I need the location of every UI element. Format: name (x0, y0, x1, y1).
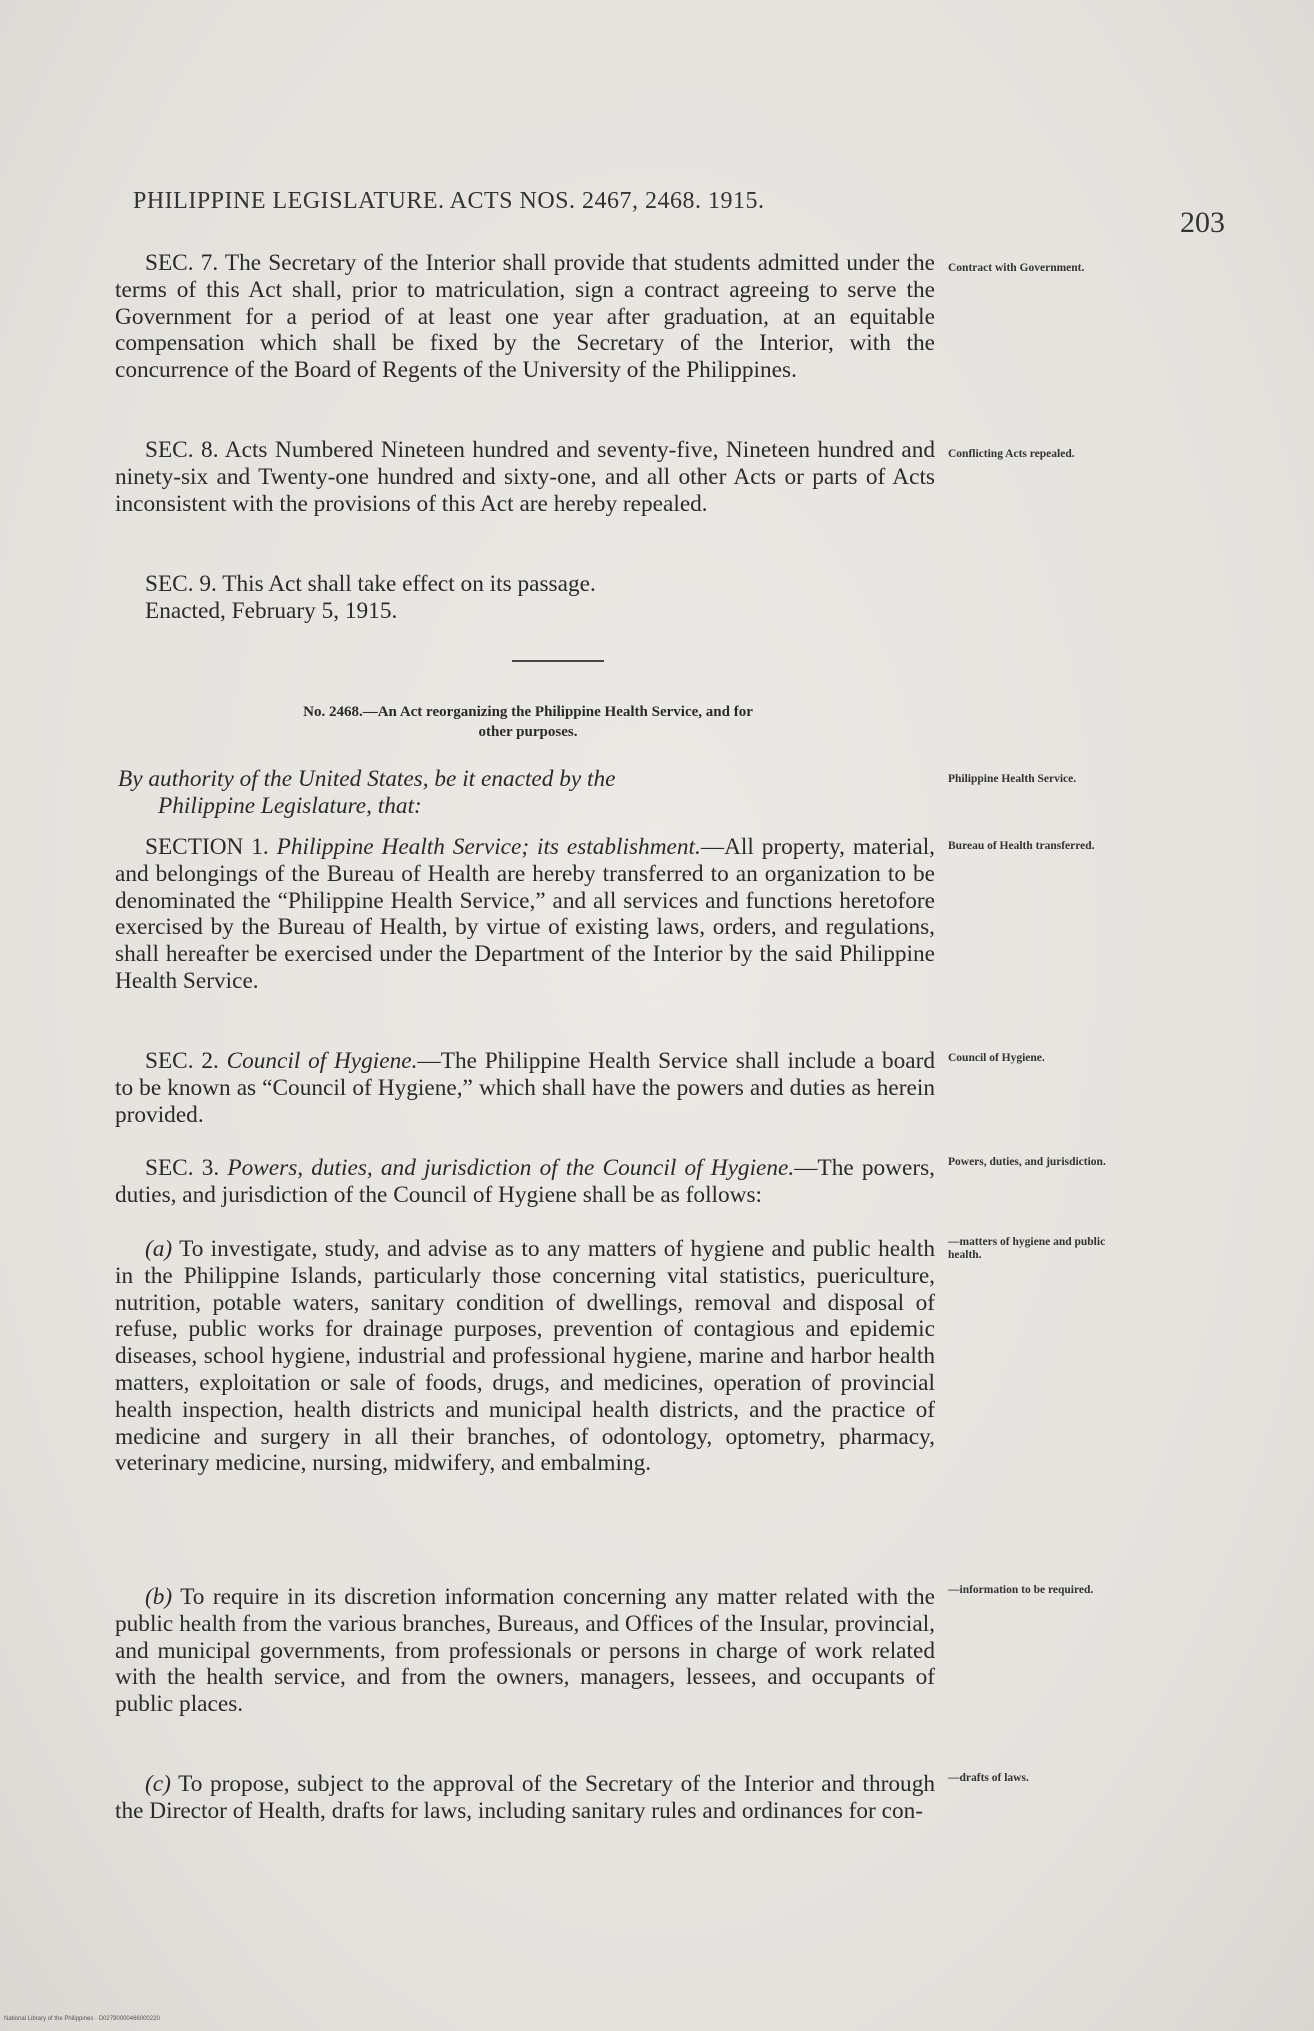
margin-note-council: Council of Hygiene. (948, 1052, 1045, 1064)
section-text: This Act shall take effect on its passage. (222, 571, 596, 597)
clause-a (115, 1236, 935, 1477)
clause-text: To investigate, study, and advise as to any matters of hygiene and public health in the Philippine Islands, particularly those concerning vital statistics, puericulture, nutrition, potable waters, sanitary condition of dwellings, removal and disposal of refuse, public works for drainage purposes, prevention of contagious and epidemic diseases, school hygiene, industrial and professional hygiene, marine and harbor health matters, exploitation or sale of foods, drugs, and medicines, operation of provincial health inspection, health districts and municipal health districts, and the practice of medicine and surgery in all their branches, of odontology, optometry, pharmacy, veterinary medicine, nursing, midwifery, and embalming. (115, 1236, 936, 1477)
enacted-line: Enacted, February 5, 1915. (145, 598, 398, 624)
clause-b (115, 1584, 935, 1718)
section-heading: SEC. 3. (145, 1155, 220, 1181)
section-text: The Secretary of the Interior shall provide that students admitted under the terms of this Act shall, prior to matriculation, sign a contract agreeing to serve the Government for a period of at least one year after graduation, at an equitable compensation which shall be fixed by the Secretary of the Interior, with the concurrence of the Board of Regents of the University of the Philippines. (115, 250, 935, 384)
section-8 (115, 437, 935, 517)
section-title: Council of Hygiene. (226, 1048, 418, 1074)
clause-text: To require in its discretion information concerning any matter related with the public health from the various branches, Bureaus, and Offices of the Insular, provincial, and municipal governments, from professionals or persons in charge of work related with the health service, and from the owners, managers, lessees, and occupants of public places. (115, 1584, 935, 1718)
margin-note-powers: Powers, duties, and jurisdiction. (948, 1156, 1106, 1168)
enacting-clause: By authority of the United States, be it enacted by the Philippine Legislature, that: (118, 766, 616, 819)
section-heading: SEC. 9. (145, 571, 217, 597)
running-head: PHILIPPINE LEGISLATURE. ACTS NOS. 2467, 2468. 1915. (133, 188, 765, 214)
page-number: 203 (1180, 206, 1225, 239)
margin-note-contract: Contract with Government. (948, 262, 1085, 274)
section-heading: SECTION 1. (145, 834, 269, 860)
section-3 (115, 1155, 935, 1209)
section-2 (115, 1048, 935, 1128)
section-text: —The Philippine Health Service shall include a board to be known as “Council of Hygiene,” which shall have the powers and duties as herein provided. (115, 1048, 935, 1128)
section-9 (115, 571, 935, 598)
section-heading: SEC. 2. (145, 1048, 219, 1074)
section-1 (115, 834, 935, 995)
clause-label: (b) (145, 1584, 173, 1610)
clause-text: To propose, subject to the approval of the Secretary of the Interior and through the Director of Health, drafts for laws, including sanitary rules and ordinances for con- (115, 1771, 935, 1824)
clause-label: (a) (145, 1236, 173, 1262)
clause-c (115, 1771, 935, 1825)
margin-note-drafts: —drafts of laws. (948, 1772, 1029, 1784)
section-title: Philippine Health Service; its establishment. (276, 834, 701, 860)
margin-note-conflicting-acts: Conflicting Acts repealed. (948, 448, 1075, 460)
section-7 (115, 250, 935, 384)
margin-note-information: —information to be required. (948, 1584, 1094, 1596)
section-text: Acts Numbered Nineteen hundred and seventy-five, Nineteen hundred and ninety-six and Twenty-one hundred and sixty-one, and all other Acts or parts of Acts inconsistent with the provisions of this Act are hereby repealed. (115, 437, 935, 517)
clause-label: (c) (145, 1771, 171, 1797)
section-heading: SEC. 7. (145, 250, 219, 276)
margin-note-bureau-transferred: Bureau of Health transferred. (948, 840, 1095, 852)
margin-note-hygiene-matters: —matters of hygiene and public health. (948, 1236, 1106, 1261)
section-text: —The powers, duties, and jurisdiction of the Council of Hygiene shall be as follows: (115, 1155, 935, 1208)
section-text: —All property, material, and belongings of the Bureau of Health are hereby transferred to an organization to be denominated the “Philippine Health Service,” and all services and functions heretofore exercised by the Bureau of Health, by virtue of existing laws, orders, and regulations, shall hereafter be exercised under the Department of the Interior by the said Philippine Health Service. (115, 834, 935, 994)
scan-footer: National Library of the Philippines · D02790000466000220 (4, 2016, 160, 2022)
act-title: No. 2468.—An Act reorganizing the Philippine Health Service, and for other purposes. (303, 704, 753, 740)
section-title: Powers, duties, and jurisdiction of the Council of Hygiene. (227, 1155, 795, 1181)
margin-note-health-service: Philippine Health Service. (948, 773, 1077, 785)
section-heading: SEC. 8. (145, 437, 219, 463)
section-divider (512, 660, 604, 662)
